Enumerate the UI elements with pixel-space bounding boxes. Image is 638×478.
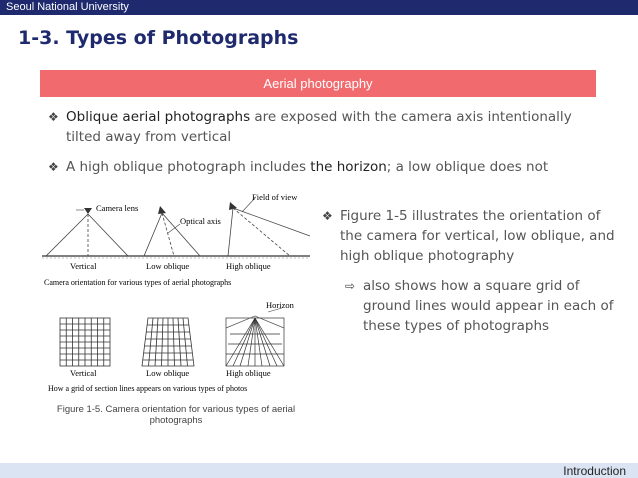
caption-grid: How a grid of section lines appears on various types of photos <box>48 384 248 393</box>
bullet-text: Figure 1-5 illustrates the orientation of the camera for vertical, low oblique, and high oblique photography <box>340 208 615 264</box>
camera-icon <box>158 206 166 214</box>
slide-title: 1-3. Types of Photographs <box>18 27 299 49</box>
label-camera-lens: Camera lens <box>96 203 139 213</box>
label-vertical-grid: Vertical <box>70 368 97 378</box>
label-vertical: Vertical <box>70 261 97 271</box>
bullet-text <box>48 107 608 147</box>
caption-camera-orientation: Camera orientation for various types of aerial photographs <box>44 278 232 287</box>
label-horizon: Horizon <box>266 300 294 310</box>
bullet-horizon <box>48 157 608 177</box>
top-bar <box>0 0 638 15</box>
org-name: Seoul National University <box>6 1 129 13</box>
label-low-oblique: Low oblique <box>146 261 190 271</box>
bullet-text: also shows how a square grid of ground lines would appear in each of these types of photographs <box>363 278 614 334</box>
label-high-oblique-grid: High oblique <box>226 368 271 378</box>
figure-camera-orientation <box>40 188 312 400</box>
footer-bar <box>0 463 638 478</box>
bullet-post: ; a low oblique does not <box>386 159 549 175</box>
bullet-pre: A high oblique photograph includes <box>66 159 311 175</box>
diamond-bullet-icon: ❖ <box>48 160 59 174</box>
label-optical-axis: Optical axis <box>180 216 221 226</box>
label-high-oblique: High oblique <box>226 261 271 271</box>
sub-bullet-grid <box>345 276 625 336</box>
diamond-bullet-icon: ❖ <box>48 110 59 124</box>
section-banner: Aerial photography <box>40 70 596 97</box>
highlight-term: Oblique aerial photographs <box>66 109 251 125</box>
highlight-term: the horizon <box>310 159 387 175</box>
label-low-oblique-grid: Low oblique <box>146 368 190 378</box>
camera-icon <box>84 208 92 214</box>
arrow-right-icon: ⇨ <box>345 279 356 293</box>
bullet-figure <box>322 206 622 266</box>
bullet-text <box>48 157 608 177</box>
grid-vertical <box>60 318 110 366</box>
figure-caption: Figure 1-5. Camera orientation for various types of aerial photographs <box>56 404 296 426</box>
label-field-of-view: Field of view <box>252 192 298 202</box>
diamond-bullet-icon: ❖ <box>322 209 333 223</box>
section-label: Introduction <box>563 464 626 478</box>
bullet-rest: are exposed with the camera axis intentionally tilted away from vertical <box>66 109 572 145</box>
bullet-oblique <box>48 107 608 147</box>
grid-high-oblique <box>226 316 284 366</box>
grid-low-oblique <box>142 318 194 366</box>
